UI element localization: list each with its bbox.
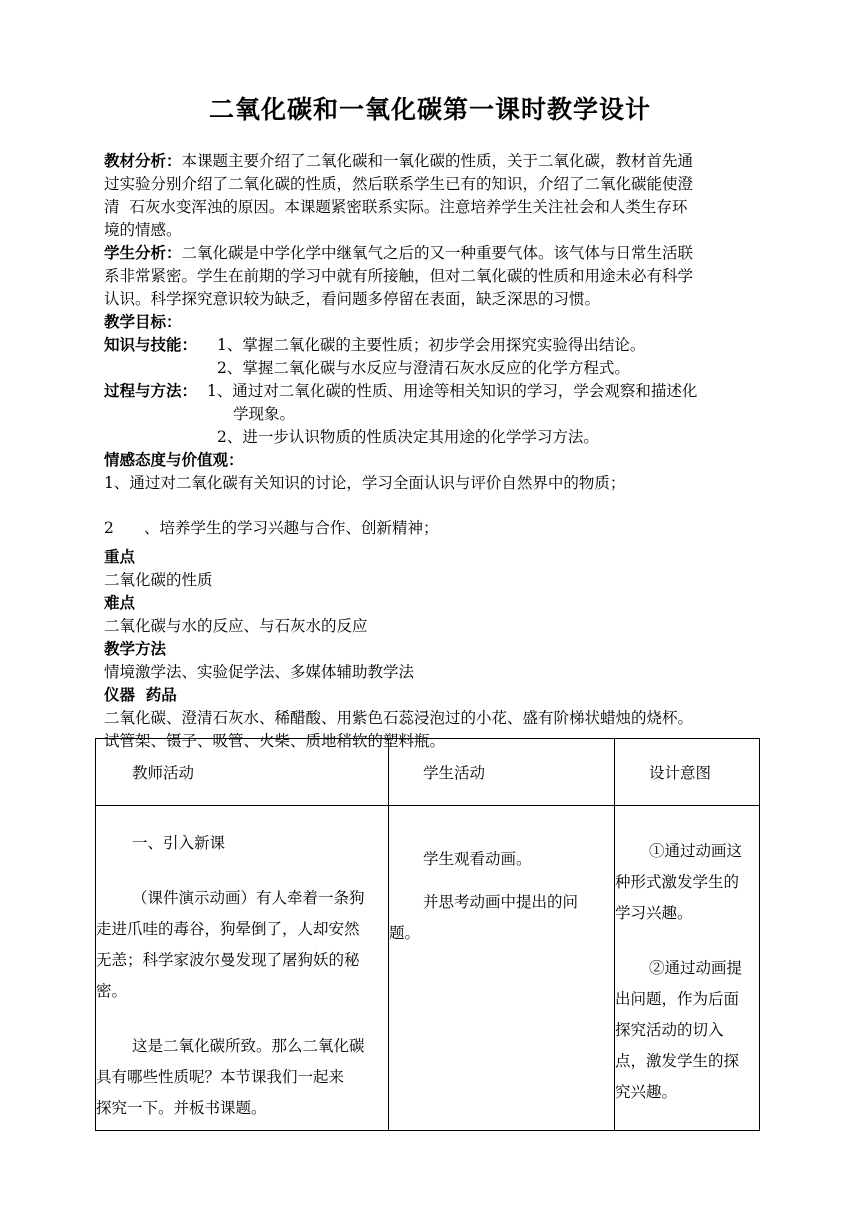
process-label: 过程与方法： xyxy=(104,382,198,400)
header-intent: 设计意图 xyxy=(649,764,712,782)
table-header-cell xyxy=(96,739,389,806)
student-line: 题。 xyxy=(389,924,421,942)
text-line: 境的情感。 xyxy=(104,221,182,239)
table-header-cell xyxy=(615,739,760,806)
header-teacher: 教师活动 xyxy=(132,764,195,782)
process-item xyxy=(104,426,764,449)
goals-heading: 教学目标： xyxy=(104,313,182,331)
text-line: 二氧化碳是中学化学中继氧气之后的又一种重要气体。该气体与日常生活联 xyxy=(181,244,694,262)
intent-line: ①通过动画这 xyxy=(649,842,743,860)
header-student: 学生活动 xyxy=(423,764,486,782)
knowledge-label: 知识与技能： xyxy=(104,336,198,354)
table-header-cell xyxy=(389,739,615,806)
teacher-p1: 一、引入新课 xyxy=(132,834,226,852)
difficulty-text: 二氧化碳与水的反应、与石灰水的反应 xyxy=(104,617,368,635)
process-item-cont xyxy=(104,403,764,426)
student-line: 并思考动画中提出的问 xyxy=(423,893,579,911)
difficulty-label: 难点 xyxy=(104,594,136,612)
knowledge-row xyxy=(104,334,764,357)
equipment-text: 二氧化碳、澄清石灰水、稀醋酸、用紫色石蕊浸泡过的小花、盛有阶梯状蜡烛的烧杯。 xyxy=(104,709,694,727)
equipment-text: 试管架、镊子、吸管、火柴、质地稍软的塑料瓶。 xyxy=(104,732,446,750)
intent-line: 种形式激发学生的 xyxy=(615,873,740,891)
knowledge-item xyxy=(104,357,764,380)
student-activity-cell xyxy=(389,806,615,1131)
intent-line: 探究活动的切入 xyxy=(615,1021,724,1039)
knowledge-item-text: 2、掌握二氧化碳与水反应与澄清石灰水反应的化学方程式。 xyxy=(217,359,630,377)
student-line: 学生观看动画。 xyxy=(423,850,532,868)
intent-line: ②通过动画提 xyxy=(649,959,743,977)
student-analysis-label: 学生分析： xyxy=(104,244,182,262)
knowledge-item: 1、掌握二氧化碳的主要性质；初步学会用探究实验得出结论。 xyxy=(217,336,646,354)
teacher-activity-cell xyxy=(96,806,389,1131)
teacher-line: 走进爪哇的毒谷，狗晕倒了，人却安然 xyxy=(96,920,360,938)
text-line: 过实验分别介绍了二氧化碳的性质，然后联系学生已有的知识，介绍了二氧化碳能使澄 xyxy=(104,175,694,193)
intent-line: 点，激发学生的探 xyxy=(615,1052,740,1070)
document-body xyxy=(104,150,764,753)
emotion-label: 情感态度与价值观： xyxy=(104,451,244,469)
process-item-text: 学现象。 xyxy=(233,405,296,423)
key-points-text: 二氧化碳的性质 xyxy=(104,571,213,589)
teacher-line: （课件演示动画）有人牵着一条狗 xyxy=(132,889,365,907)
emotion-item xyxy=(104,517,764,540)
emotion-item: 1、通过对二氧化碳有关知识的讨论，学习全面认识与评价自然界中的物质； xyxy=(104,474,626,492)
lesson-table xyxy=(95,738,760,1131)
intent-line: 学习兴趣。 xyxy=(615,904,693,922)
table-header-row xyxy=(96,739,760,806)
teacher-line: 无恙；科学家波尔曼发现了屠狗妖的秘 xyxy=(96,951,360,969)
page-title: 二氧化碳和一氧化碳第一课时教学设计 xyxy=(208,95,651,124)
material-analysis xyxy=(104,150,764,173)
method-text: 情境激学法、实验促学法、多媒体辅助教学法 xyxy=(104,663,415,681)
process-item-text: 2、进一步认识物质的性质决定其用途的化学学习方法。 xyxy=(217,428,599,446)
intent-line: 出问题，作为后面 xyxy=(615,990,740,1008)
equipment-label: 仪器 药品 xyxy=(104,686,177,704)
text-line: 本课题主要介绍了二氧化碳和一氧化碳的性质，关于二氧化碳，教材首先通 xyxy=(181,152,694,170)
process-row xyxy=(104,380,764,403)
teacher-line: 密。 xyxy=(96,982,128,1000)
emotion-item-text: 、培养学生的学习兴趣与合作、创新精神； xyxy=(144,519,439,537)
method-label: 教学方法 xyxy=(104,640,167,658)
text-line: 认识。科学探究意识较为缺乏，看问题多停留在表面，缺乏深思的习惯。 xyxy=(104,290,601,308)
emotion-item-number: 2 xyxy=(104,519,114,537)
teacher-line: 具有哪些性质呢？本节课我们一起来 xyxy=(96,1068,345,1086)
process-item: 1、通过对二氧化碳的性质、用途等相关知识的学习，学会观察和描述化 xyxy=(207,382,698,400)
student-analysis xyxy=(104,242,764,265)
intent-line: 究兴趣。 xyxy=(615,1083,678,1101)
teacher-line: 探究一下。并板书课题。 xyxy=(96,1099,267,1117)
text-line: 系非常紧密。学生在前期的学习中就有所接触，但对二氧化碳的性质和用途未必有科学 xyxy=(104,267,694,285)
table-row xyxy=(96,806,760,1131)
material-analysis-label: 教材分析： xyxy=(104,152,182,170)
text-line: 清 石灰水变浑浊的原因。本课题紧密联系实际。注意培养学生关注社会和人类生存环 xyxy=(104,198,688,216)
design-intent-cell xyxy=(615,806,760,1131)
key-points-label: 重点 xyxy=(104,548,136,566)
teacher-line: 这是二氧化碳所致。那么二氧化碳 xyxy=(132,1037,365,1055)
